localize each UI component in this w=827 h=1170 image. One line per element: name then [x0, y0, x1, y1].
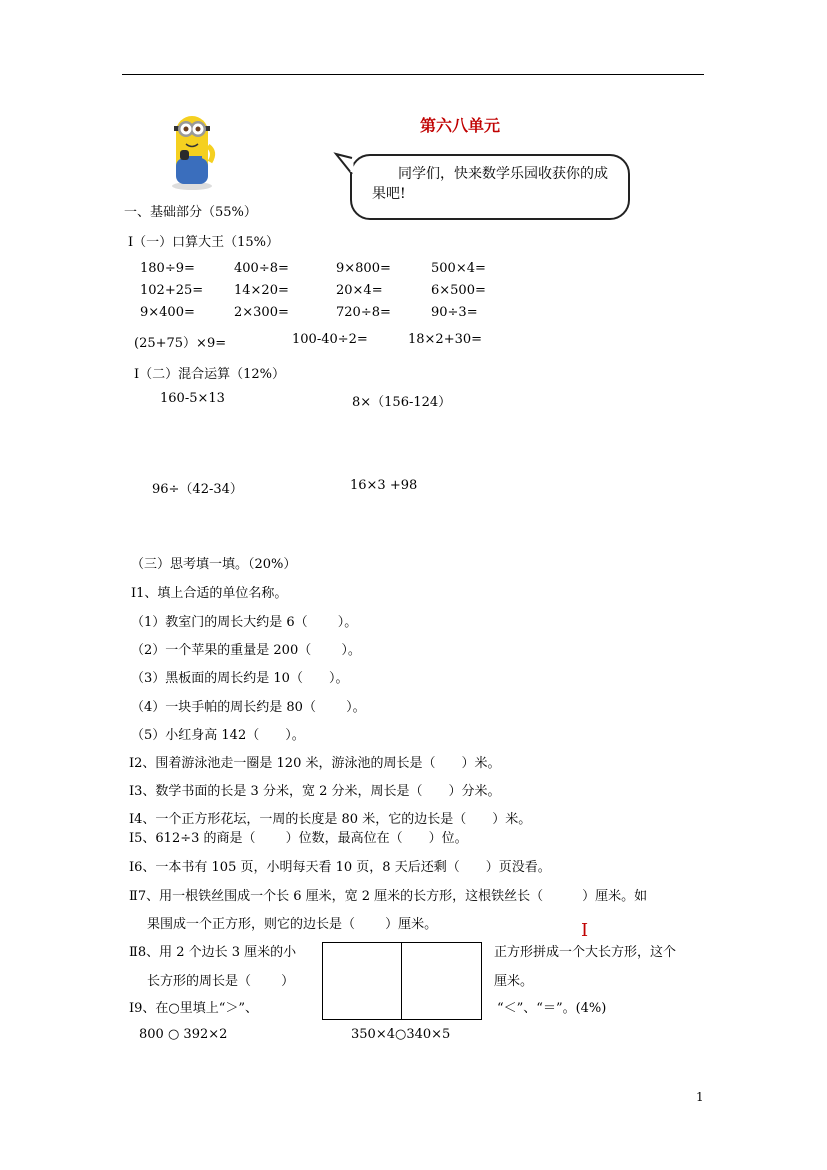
question-5: Ⅰ5、612÷3 的商是（ ）位数，最高位在（ ）位。	[129, 831, 468, 846]
question-8-left1: Ⅱ8、用 2 个边长 3 厘米的小	[129, 945, 297, 960]
question-2: Ⅰ2、围着游泳池走一圈是 120 米，游泳池的周长是（ ）米。	[129, 756, 501, 771]
oral-calc-heading: Ⅰ（一）口算大王（15%）	[128, 235, 280, 250]
oral-item: 90÷3=	[431, 305, 478, 320]
bubble-text: 同学们，快来数学乐园收获你的成果吧!	[372, 166, 608, 202]
text-cursor: I	[581, 920, 589, 941]
question-7-line1: Ⅱ7、用一根铁丝围成一个长 6 厘米，宽 2 厘米的长方形，这根铁丝长（ ）厘米。如	[129, 889, 648, 904]
oral-item: 180÷9=	[140, 261, 195, 276]
oral-item: 6×500=	[431, 283, 486, 298]
question-1: Ⅰ1、填上合适的单位名称。	[131, 586, 288, 601]
compare-item: 800 ○ 392×2	[139, 1027, 228, 1042]
question-1-item: （3）黑板面的周长约是 10（ ）。	[131, 671, 349, 686]
oral-item: 2×300=	[234, 305, 289, 320]
question-8-left2: 长方形的周长是（ ）	[147, 974, 295, 989]
oral-item: 720÷8=	[336, 305, 391, 320]
fill-in-heading: （三）思考填一填。（20%）	[131, 557, 297, 572]
question-9-left: Ⅰ9、在○里填上“＞”、	[129, 1001, 259, 1016]
question-7-line2: 果围成一个正方形，则它的边长是（ ）厘米。	[147, 917, 438, 932]
header-rule	[122, 74, 704, 75]
question-1-item: （4）一块手帕的周长约是 80（ ）。	[131, 700, 366, 715]
oral-item: 18×2+30=	[408, 332, 483, 347]
speech-bubble-tail	[332, 152, 362, 182]
question-1-item: （1）教室门的周长大约是 6（ ）。	[131, 615, 358, 630]
oral-item: 9×800=	[336, 261, 391, 276]
oral-item: 500×4=	[431, 261, 486, 276]
speech-bubble	[350, 154, 630, 220]
rectangle-divider	[401, 943, 402, 1019]
mixed-item: 8×（156-124）	[352, 395, 452, 410]
oral-item: 400÷8=	[234, 261, 289, 276]
question-1-item: （2）一个苹果的重量是 200（ ）。	[131, 643, 361, 658]
mixed-calc-heading: Ⅰ（二）混合运算（12%）	[134, 367, 286, 382]
oral-item: 20×4=	[336, 283, 383, 298]
rectangle-figure	[322, 942, 482, 1020]
oral-item: 14×20=	[234, 283, 289, 298]
question-1-item: （5）小红身高 142（ ）。	[131, 728, 305, 743]
question-4: Ⅰ4、一个正方形花坛，一周的长度是 80 米，它的边长是（ ）米。	[129, 812, 532, 827]
oral-item: 100-40÷2=	[292, 332, 368, 347]
minion-mascot-icon	[160, 106, 224, 192]
question-8-right2: 厘米。	[494, 974, 534, 989]
question-8-right1: 正方形拼成一个大长方形，这个	[494, 945, 677, 960]
compare-item: 350×4○340×5	[351, 1027, 451, 1042]
question-3: Ⅰ3、数学书面的长是 3 分米，宽 2 分米，周长是（ ）分米。	[129, 784, 501, 799]
section-basic-heading: 一、基础部分（55%）	[124, 205, 257, 220]
oral-item: 9×400=	[140, 305, 195, 320]
oral-item: 102+25=	[140, 283, 204, 298]
mixed-item: 160-5×13	[160, 391, 225, 406]
question-6: Ⅰ6、一本书有 105 页，小明每天看 10 页，8 天后还剩（ ）页没看。	[129, 860, 551, 875]
page-number: 1	[696, 1090, 704, 1104]
mixed-item: 96÷（42-34）	[152, 482, 243, 497]
question-9-right: “＜”、“＝”。(4%)	[497, 1001, 607, 1016]
oral-item: (25+75）×9=	[134, 336, 227, 351]
page-title: 第六八单元	[420, 116, 501, 135]
mixed-item: 16×3 +98	[350, 478, 418, 493]
